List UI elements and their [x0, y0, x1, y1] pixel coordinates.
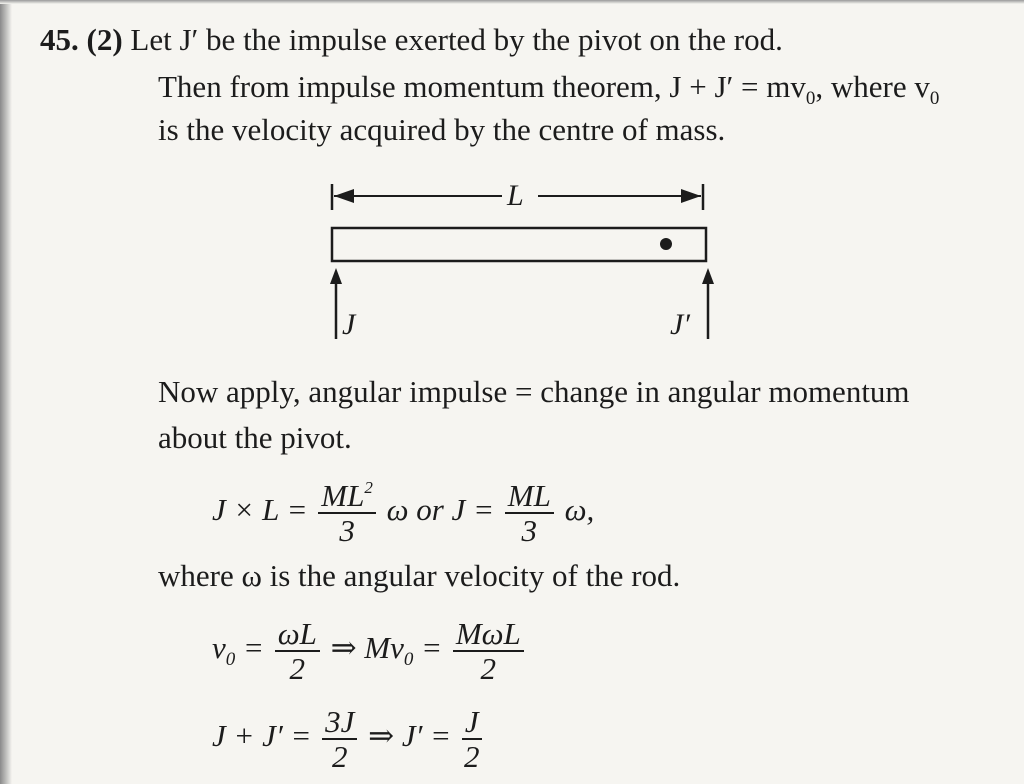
text-line-4: Now apply, angular impulse = change in angular momentum	[158, 374, 910, 409]
eq1-fraction-1	[318, 480, 376, 546]
eq2-fraction-1	[275, 618, 320, 684]
text-line-2-tail: , where v	[815, 69, 930, 104]
equation-velocity	[212, 618, 527, 684]
eq3-frac2-numerator: J	[462, 706, 482, 740]
text-line-3: is the velocity acquired by the centre of mass.	[158, 112, 726, 147]
impulse-label-left: J	[342, 308, 356, 341]
rod	[332, 228, 706, 261]
eq1-frac2-denominator: 3	[521, 513, 538, 548]
scan-top-edge	[0, 0, 1024, 4]
eq2-fraction-2	[453, 618, 524, 684]
eq2-frac2-numerator: MωL	[453, 618, 524, 652]
text-line-7: where ω is the angular velocity of the rod.	[158, 558, 681, 593]
text-line-2	[158, 69, 940, 109]
rod-figure	[320, 176, 720, 351]
solution-header-line	[40, 24, 783, 55]
superscript: 2	[364, 478, 373, 497]
subscript: 0	[225, 649, 236, 671]
impulse-arrow-right-head	[702, 268, 714, 284]
question-number: 45.	[40, 22, 79, 57]
eq3-frac1-numerator: 3J	[322, 706, 357, 740]
eq1-middle: ω or J =	[386, 492, 494, 528]
length-label: L	[507, 179, 524, 212]
equation-result	[212, 706, 485, 772]
eq1-tail: ω,	[564, 492, 595, 528]
eq1-frac1-numerator: ML	[321, 478, 365, 513]
scan-left-edge	[0, 0, 12, 784]
answer-option: (2)	[86, 22, 123, 57]
eq2-middle: ⇒ Mv	[330, 630, 404, 666]
eq3-fraction-2	[462, 706, 482, 772]
eq1-lhs: J × L =	[212, 492, 308, 528]
equation-angular-impulse	[212, 480, 594, 546]
eq2-equals-2: =	[421, 630, 443, 666]
eq2-frac1-denominator: 2	[289, 651, 305, 686]
text-line-5: about the pivot.	[158, 420, 352, 455]
dim-arrow-left	[334, 189, 354, 203]
eq2-lhs: v	[212, 630, 226, 666]
eq2-frac2-denominator: 2	[480, 651, 497, 686]
text-line-1: Let J′ be the impulse exerted by the pivot on the rod.	[130, 22, 783, 57]
dim-arrow-right	[681, 189, 701, 203]
text-line-2-main: Then from impulse momentum theorem, J + J′ = mv	[158, 69, 806, 104]
eq3-middle: ⇒ J′ =	[368, 718, 452, 754]
eq3-fraction-1	[322, 706, 357, 772]
eq1-frac2-numerator: ML	[505, 480, 554, 514]
eq3-frac1-denominator: 2	[332, 739, 348, 774]
pivot-dot	[660, 238, 672, 250]
eq1-frac1-denominator: 3	[339, 513, 355, 548]
impulse-arrow-left-head	[330, 268, 342, 284]
eq2-frac1-numerator: ωL	[275, 618, 320, 652]
subscript: 0	[805, 88, 816, 109]
eq1-fraction-2	[505, 480, 554, 546]
eq3-lhs: J + J′ =	[212, 718, 312, 754]
eq3-frac2-denominator: 2	[463, 739, 480, 774]
eq2-equals: =	[243, 630, 264, 666]
subscript: 0	[929, 88, 940, 109]
subscript: 0	[403, 649, 414, 671]
impulse-label-right: J′	[670, 308, 690, 341]
